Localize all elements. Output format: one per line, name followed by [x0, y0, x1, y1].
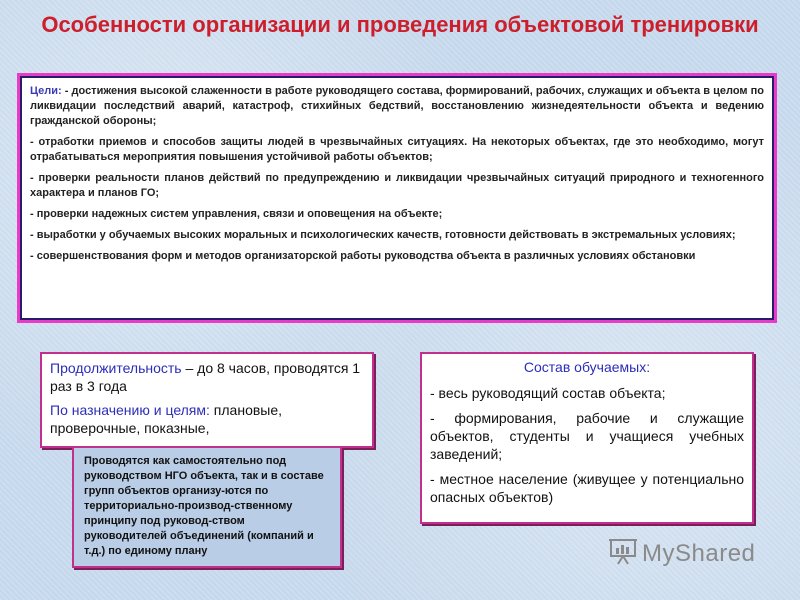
purpose-text: плановые, проверочные, показные, [50, 402, 283, 436]
trainees-item: - формирования, рабочие и служащие объектов, студенты и учащиеся учебных заведений; [430, 410, 744, 462]
presentation-board-icon [608, 536, 642, 573]
goals-box [20, 76, 774, 320]
goals-item: - совершенствования форм и методов организаторской работы руководства объекта в различных условиях обстановки [30, 250, 696, 262]
duration-text: – до 8 часов, проводятся 1 раз в 3 года [50, 360, 361, 394]
trainees-box [420, 352, 754, 524]
purpose-line [50, 401, 364, 437]
duration-label: Продолжительность [50, 360, 182, 376]
goals-item-text: - достижения высокой слаженности в работе руководящего состава, формирований, рабочих, служащих и объекта в целом по ликвидации последствий аварий, катастроф, стихийных бедствий, восстановлению жизнедеятельности объекта и ведению гражданской обороны; [30, 85, 764, 127]
goals-item: - выработки у обучаемых высоких моральных и психологических качеств, готовности действовать в экстремальных условиях; [30, 229, 736, 241]
purpose-label: По назначению и целям: [50, 402, 210, 418]
goals-item [30, 84, 764, 129]
note-text: Проводятся как самостоятельно под руководством НГО объекта, так и в составе групп объектов организу-ются по территориально-производ-ственному принципу под руковод-ством руководителей объединений (компаний и т.д.) по единому плану [84, 455, 324, 557]
page-title: Особенности организации и проведения объектовой тренировки [41, 12, 759, 37]
goals-item: - проверки реальности планов действий по предупреждению и ликвидации чрезвычайных ситуаций природного и техногенного характера и планов ГО; [30, 172, 764, 199]
trainees-item: - весь руководящий состав объекта; [430, 385, 666, 401]
goals-lead-label: Цели: [30, 85, 62, 97]
duration-line [50, 359, 364, 395]
note-box [72, 446, 342, 568]
trainees-item: - местное население (живущее у потенциально опасных объектов) [430, 471, 744, 505]
goals-item: - отработки приемов и способов защиты людей в чрезвычайных ситуациях. На некоторых объектах, где это необходимо, могут отрабатываться мероприятия повышения устойчивой работы объектов; [30, 136, 764, 163]
duration-box [40, 352, 374, 448]
goals-item: - проверки надежных систем управления, связи и оповещения на объекте; [30, 208, 443, 220]
watermark-logo [608, 538, 755, 570]
watermark-text: MyShared [642, 540, 756, 567]
trainees-heading: Состав обучаемых: [523, 359, 651, 375]
